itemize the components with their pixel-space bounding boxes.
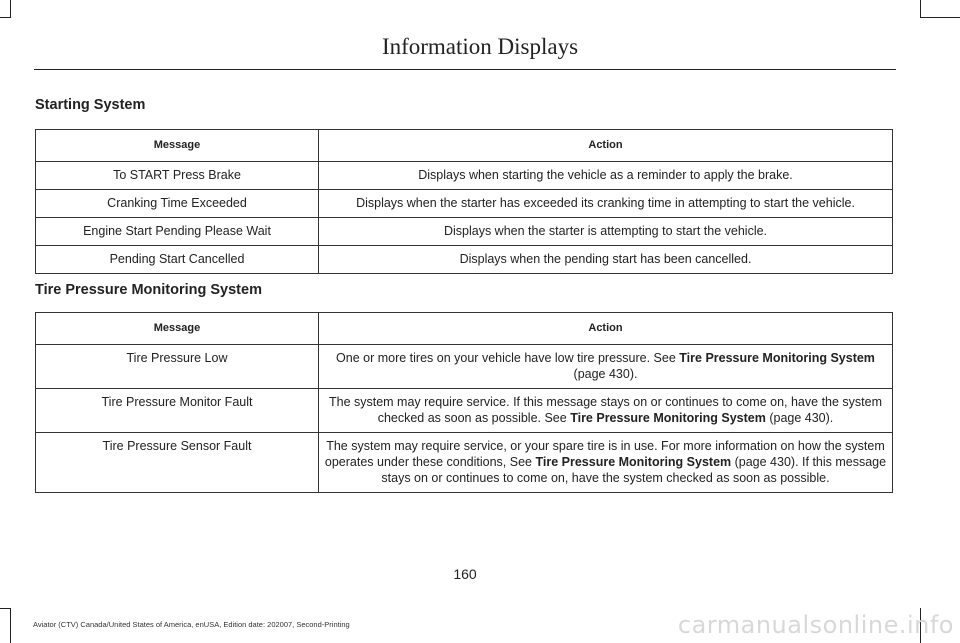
action-cell: [319, 389, 893, 433]
message-cell: Pending Start Cancelled: [36, 246, 319, 274]
tire-pressure-table: [35, 312, 893, 493]
action-text: (page 430). If this message stays on or continues to come on, have the system checked as soon as possible.: [381, 455, 887, 485]
action-text: The system may require service, or your spare tire is in use. For more information on how the system operates under these conditions, See: [324, 439, 885, 469]
crop-mark-top-left-v: [10, 0, 11, 18]
column-header-message: Message: [36, 313, 319, 345]
table-row: [36, 389, 893, 433]
action-cell: [319, 433, 893, 493]
message-cell: Tire Pressure Monitor Fault: [36, 389, 319, 433]
page-reference-link[interactable]: Tire Pressure Monitoring System: [535, 455, 732, 469]
crop-mark-bottom-left-v: [10, 608, 11, 643]
action-text: (page 430).: [573, 367, 638, 381]
action-cell: Displays when the pending start has been cancelled.: [319, 246, 893, 274]
page-reference-link[interactable]: Tire Pressure Monitoring System: [679, 351, 875, 365]
action-cell: Displays when starting the vehicle as a reminder to apply the brake.: [319, 162, 893, 190]
page-number: 160: [453, 566, 477, 582]
column-header-action: Action: [319, 313, 893, 345]
action-text: The system may require service. If this message stays on or continues to come on, have the system checked as soon as possible. See: [328, 395, 882, 425]
page-title: Information Displays: [381, 34, 579, 59]
table-row: [36, 190, 893, 218]
action-text: One or more tires on your vehicle have low tire pressure. See: [336, 351, 680, 365]
message-cell: Tire Pressure Sensor Fault: [36, 433, 319, 493]
message-cell: Tire Pressure Low: [36, 345, 319, 389]
table-row: [36, 218, 893, 246]
crop-mark-bottom-left-h: [0, 608, 11, 609]
watermark: carmanualsonline.info: [677, 611, 954, 639]
title-divider: [34, 69, 896, 70]
crop-mark-top-right-h: [920, 17, 960, 18]
action-cell: Displays when the starter has exceeded its cranking time in attempting to start the vehicle.: [319, 190, 893, 218]
message-cell: Cranking Time Exceeded: [36, 190, 319, 218]
crop-mark-top-left-h: [0, 17, 11, 18]
message-cell: To START Press Brake: [36, 162, 319, 190]
section-title-starting-system: Starting System: [35, 97, 146, 113]
edition-footer: Aviator (CTV) Canada/United States of America, enUSA, Edition date: 202007, Second-Printing: [33, 620, 350, 629]
action-text: (page 430).: [765, 411, 834, 425]
table-row: [36, 345, 893, 389]
column-header-message: Message: [36, 130, 319, 162]
table-header-row: [36, 130, 893, 162]
table-row: [36, 162, 893, 190]
table-row: [36, 433, 893, 493]
table-header-row: [36, 313, 893, 345]
crop-mark-top-right-v: [920, 0, 921, 18]
column-header-action: Action: [319, 130, 893, 162]
message-cell: Engine Start Pending Please Wait: [36, 218, 319, 246]
table-row: [36, 246, 893, 274]
page-reference-link[interactable]: Tire Pressure Monitoring System: [570, 411, 766, 425]
action-cell: Displays when the starter is attempting to start the vehicle.: [319, 218, 893, 246]
section-title-tire-pressure: Tire Pressure Monitoring System: [35, 282, 262, 298]
starting-system-table: [35, 129, 893, 274]
action-cell: [319, 345, 893, 389]
